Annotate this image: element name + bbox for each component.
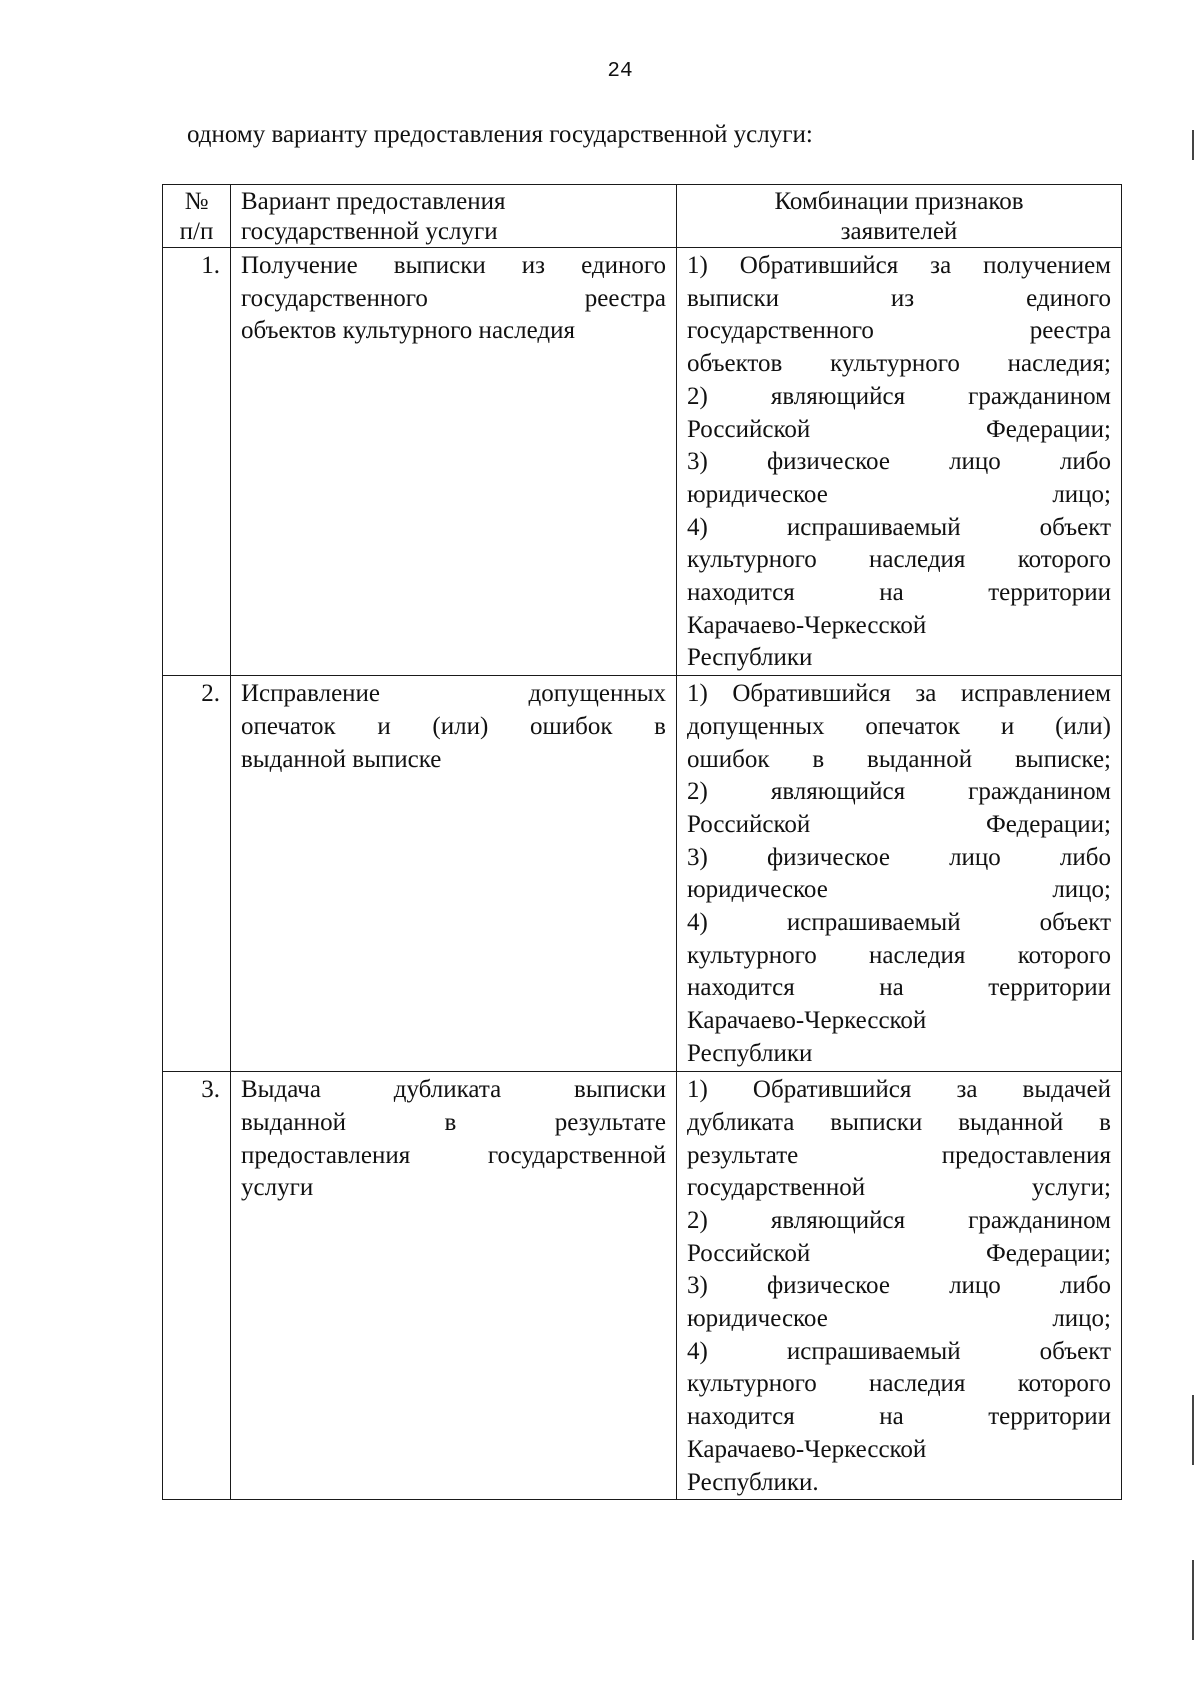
combination-cell-line: культурного наследия которого (687, 941, 1111, 969)
combination-cell-line: Республики (687, 644, 813, 672)
combination-cell (677, 1072, 1122, 1500)
header-number-line1: № (184, 188, 209, 215)
combination-cell-line: Карачаево-Черкесской (687, 1435, 927, 1463)
combination-cell-line: находится на территории (687, 974, 1111, 1002)
combination-cell-line: 4) испрашиваемый объект (687, 909, 1111, 937)
combination-cell-line: 2) являющийся гражданином (687, 382, 1111, 410)
combination-cell-line: 4) испрашиваемый объект (687, 1337, 1111, 1365)
header-variant-line1: Вариант предоставления (241, 188, 506, 215)
table-row (163, 1072, 1122, 1500)
combination-cell-line: Карачаево-Черкесской (687, 611, 927, 639)
header-number (163, 185, 231, 248)
variant-cell (231, 248, 677, 676)
combination-cell-line: находится на территории (687, 1403, 1111, 1431)
variant-cell-line: объектов культурного наследия (241, 317, 575, 345)
variant-cell-line: выданной в результате (241, 1108, 666, 1136)
combination-cell-line: юридическое лицо; (687, 1305, 1111, 1333)
combination-cell-line: государственного реестра (687, 317, 1111, 345)
combination-cell-line: 2) являющийся гражданином (687, 778, 1111, 806)
combination-cell-line: юридическое лицо; (687, 480, 1111, 508)
page-number: 24 (607, 60, 633, 83)
combination-cell-line: дубликата выписки выданной в (687, 1108, 1111, 1136)
combination-cell-line: культурного наследия которого (687, 1370, 1111, 1398)
combination-cell-line: Республики. (687, 1468, 819, 1496)
service-variants-table (162, 184, 1122, 1500)
intro-text: одному варианту предоставления государственной услуги: (187, 121, 813, 148)
combination-cell (677, 676, 1122, 1072)
combination-cell-line: 3) физическое лицо либо (687, 843, 1111, 871)
variant-cell-line: опечаток и (или) ошибок в (241, 712, 666, 740)
variant-cell-line: Исправление допущенных (241, 680, 666, 708)
variant-cell-line: Получение выписки из единого (241, 252, 666, 279)
combination-cell-line: Российской Федерации; (687, 810, 1111, 838)
combination-cell (677, 248, 1122, 676)
combination-cell-line: Республики (687, 1039, 813, 1067)
combination-cell-line: 1) Обратившийся за исправлением (687, 680, 1111, 708)
combination-cell-line: объектов культурного наследия; (687, 350, 1111, 378)
combination-cell-line: Российской Федерации; (687, 1239, 1111, 1267)
header-combination-line2: заявителей (840, 218, 958, 245)
combination-cell-line: 2) являющийся гражданином (687, 1206, 1111, 1234)
variant-cell-line: государственного реестра (241, 284, 666, 312)
header-combination-line1: Комбинации признаков (774, 188, 1024, 215)
table-row (163, 248, 1122, 676)
combination-cell-line: допущенных опечаток и (или) (687, 712, 1111, 740)
combination-cell-line: культурного наследия которого (687, 546, 1111, 574)
combination-cell-line: государственной услуги; (687, 1174, 1111, 1202)
row-number: 1. (163, 248, 231, 676)
combination-cell-line: ошибок в выданной выписке; (687, 745, 1111, 773)
combination-cell-line: Российской Федерации; (687, 415, 1111, 443)
combination-cell-line: 4) испрашиваемый объект (687, 513, 1111, 541)
variant-cell-line: предоставления государственной (241, 1141, 666, 1169)
variant-cell (231, 676, 677, 1072)
margin-mark (1192, 130, 1194, 160)
combination-cell-line: 1) Обратившийся за выдачей (687, 1076, 1111, 1104)
variant-cell-line: Выдача дубликата выписки (241, 1076, 666, 1104)
combination-cell-line: результате предоставления (687, 1141, 1111, 1169)
variant-cell-line: услуги (241, 1174, 314, 1202)
header-variant-line2: государственной услуги (241, 218, 498, 245)
margin-mark (1192, 1395, 1194, 1465)
header-variant (231, 185, 677, 248)
margin-mark (1192, 1560, 1194, 1640)
combination-cell-line: 1) Обратившийся за получением (687, 252, 1111, 279)
table-row (163, 676, 1122, 1072)
variant-cell-line: выданной выписке (241, 745, 442, 773)
combination-cell-line: 3) физическое лицо либо (687, 1272, 1111, 1300)
table-header-row (163, 185, 1122, 248)
combination-cell-line: 3) физическое лицо либо (687, 448, 1111, 476)
combination-cell-line: Карачаево-Черкесской (687, 1007, 927, 1035)
header-combination (677, 185, 1122, 248)
combination-cell-line: выписки из единого (687, 284, 1111, 312)
combination-cell-line: находится на территории (687, 579, 1111, 607)
row-number: 2. (163, 676, 231, 1072)
combination-cell-line: юридическое лицо; (687, 876, 1111, 904)
variant-cell (231, 1072, 677, 1500)
row-number: 3. (163, 1072, 231, 1500)
header-number-line2: п/п (179, 218, 214, 245)
